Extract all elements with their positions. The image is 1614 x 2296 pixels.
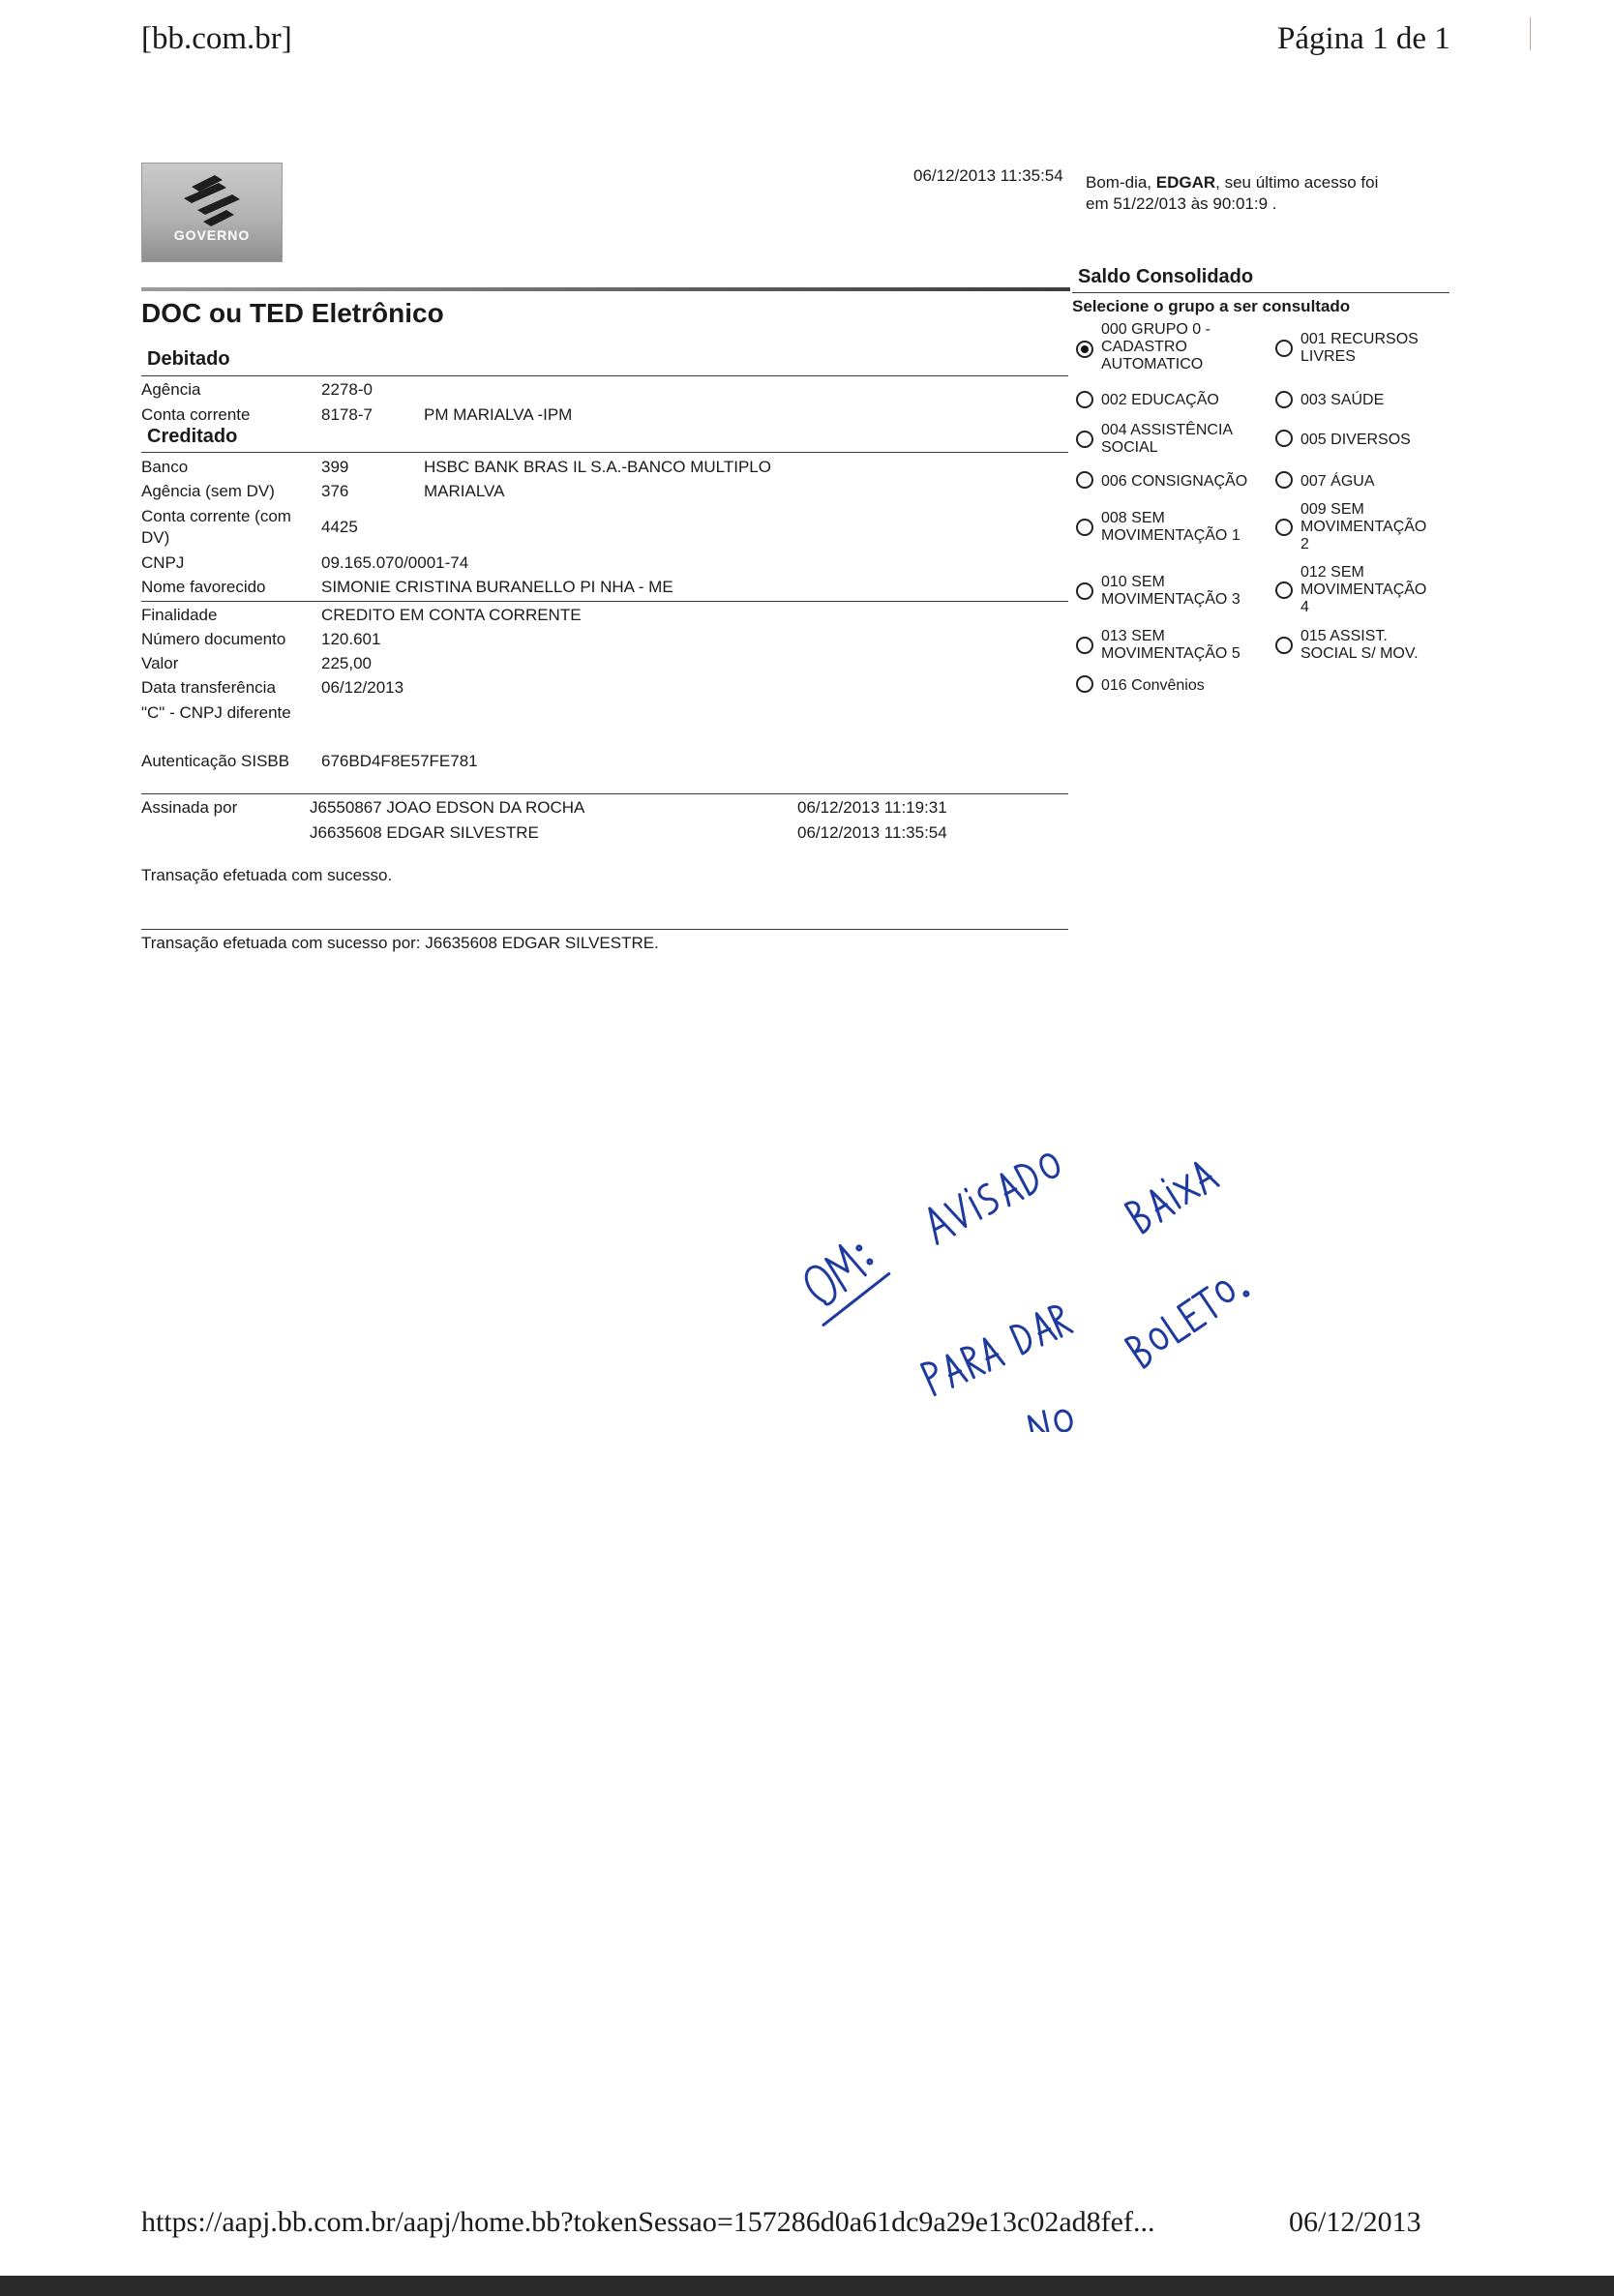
option-label: AUTOMATICO (1101, 356, 1204, 373)
option-label: 001 RECURSOS (1300, 331, 1419, 347)
radio-icon[interactable] (1275, 430, 1293, 447)
signer-name: J6635608 EDGAR SILVESTRE (310, 823, 539, 842)
radio-icon[interactable] (1076, 637, 1093, 654)
group-option-013[interactable] (1076, 628, 1270, 667)
radio-icon[interactable] (1076, 471, 1093, 489)
option-label: 016 Convênios (1101, 677, 1205, 694)
signed-by-label: Assinada por (141, 798, 238, 817)
table-row (0, 457, 1064, 478)
field-label: Data transferência (141, 678, 276, 697)
signature-row (0, 822, 1064, 844)
authentication-row (0, 751, 1064, 772)
radio-selected-icon[interactable] (1076, 341, 1093, 358)
option-label: 002 EDUCAÇÃO (1101, 392, 1219, 408)
divider (141, 375, 1068, 376)
saldo-title: Saldo Consolidado (1078, 266, 1254, 287)
radio-icon[interactable] (1076, 391, 1093, 408)
field-label: Agência (141, 380, 201, 399)
radio-icon[interactable] (1275, 637, 1293, 654)
field-value: 120.601 (321, 630, 381, 648)
field-value: 4425 (321, 518, 358, 536)
last-access: em 51/22/013 às 90:01:9 . (1086, 194, 1277, 213)
field-label: Agência (sem DV) (141, 482, 275, 500)
group-option-016[interactable] (1076, 675, 1270, 697)
divider (141, 601, 1068, 602)
field-extra: MARIALVA (424, 482, 505, 500)
option-label: 009 SEM (1300, 501, 1364, 518)
header-divider (141, 287, 1070, 291)
option-label: 007 ÁGUA (1300, 473, 1375, 490)
option-label: MOVIMENTAÇÃO (1300, 581, 1427, 598)
option-label: 2 (1300, 536, 1309, 552)
group-option-007[interactable] (1275, 471, 1450, 492)
option-label: SOCIAL (1101, 439, 1158, 456)
field-value: SIMONIE CRISTINA BURANELLO PI NHA - ME (321, 578, 673, 596)
field-label: Nome favorecido (141, 578, 266, 596)
field-label: Banco (141, 458, 189, 476)
option-label: 012 SEM (1300, 564, 1364, 581)
table-row (0, 605, 1064, 626)
print-header-site: [bb.com.br] (141, 21, 292, 56)
group-option-003[interactable] (1275, 390, 1450, 411)
field-value: 399 (321, 458, 349, 476)
radio-icon[interactable] (1275, 519, 1293, 536)
table-row (0, 577, 1064, 598)
greeting-user-name: EDGAR (1155, 173, 1216, 192)
group-option-015[interactable] (1275, 628, 1450, 667)
option-label: 015 ASSIST. (1300, 628, 1388, 644)
signature-row (0, 797, 1064, 819)
radio-icon[interactable] (1076, 431, 1093, 448)
option-label: MOVIMENTAÇÃO 3 (1101, 591, 1240, 608)
radio-icon[interactable] (1076, 582, 1093, 600)
group-option-009[interactable] (1275, 501, 1450, 557)
saldo-divider (1072, 292, 1450, 293)
group-option-004[interactable] (1076, 422, 1270, 461)
group-option-002[interactable] (1076, 390, 1270, 411)
table-row (0, 653, 1064, 674)
section-title-debitado: Debitado (147, 348, 230, 370)
divider (141, 793, 1068, 794)
group-option-008[interactable] (1076, 510, 1270, 549)
banco-do-brasil-logo-icon (178, 171, 246, 227)
print-header-page-number: Página 1 de 1 (1277, 21, 1450, 56)
field-value: 2278-0 (321, 380, 373, 399)
print-footer-date: 06/12/2013 (1289, 2206, 1421, 2238)
signer-name: J6550867 JOAO EDSON DA ROCHA (310, 798, 585, 817)
signature-datetime: 06/12/2013 11:35:54 (797, 823, 947, 842)
radio-icon[interactable] (1275, 471, 1293, 489)
option-label: 005 DIVERSOS (1300, 432, 1411, 448)
radio-icon[interactable] (1076, 519, 1093, 536)
field-label-continued: DV) (141, 528, 170, 547)
section-title-creditado: Creditado (147, 426, 238, 447)
option-label: CADASTRO (1101, 339, 1187, 355)
option-label: 004 ASSISTÊNCIA (1101, 422, 1234, 438)
divider (141, 929, 1068, 930)
field-label: Valor (141, 654, 179, 672)
field-value: 376 (321, 482, 349, 500)
field-label: Finalidade (141, 606, 218, 624)
option-label: 008 SEM (1101, 510, 1165, 526)
greeting-suffix: , seu último acesso foi (1215, 173, 1379, 192)
radio-icon[interactable] (1275, 581, 1293, 599)
group-option-001[interactable] (1275, 331, 1450, 370)
field-label: "C" - CNPJ diferente (141, 703, 291, 722)
authentication-label: Autenticação SISBB (141, 752, 290, 770)
table-row (0, 677, 1064, 699)
radio-icon[interactable] (1275, 391, 1293, 408)
option-label: 013 SEM (1101, 628, 1165, 644)
option-label: LIVRES (1300, 348, 1356, 365)
field-label: Número documento (141, 630, 286, 648)
authentication-code: 676BD4F8E57FE781 (321, 752, 478, 770)
scan-mark (1530, 17, 1531, 50)
option-label: MOVIMENTAÇÃO 5 (1101, 645, 1240, 662)
logo-caption: GOVERNO (173, 227, 251, 243)
table-row (0, 404, 1064, 426)
scan-edge (0, 2276, 1614, 2296)
option-label: 006 CONSIGNAÇÃO (1101, 473, 1248, 490)
print-footer-url: https://aapj.bb.com.br/aapj/home.bb?tokenSessao=157286d0a61dc9a29e13c02ad8fef... (141, 2206, 1155, 2238)
group-option-010[interactable] (1076, 574, 1270, 612)
field-value: 09.165.070/0001-74 (321, 553, 469, 572)
group-option-006[interactable] (1076, 471, 1270, 492)
option-label: 4 (1300, 599, 1309, 615)
final-message: Transação efetuada com sucesso por: J6635608 EDGAR SILVESTRE. (141, 934, 659, 952)
signature-datetime: 06/12/2013 11:19:31 (797, 798, 947, 817)
bank-logo (141, 163, 283, 262)
saldo-subtitle: Selecione o grupo a ser consultado (1072, 297, 1351, 315)
option-label: MOVIMENTAÇÃO (1300, 519, 1427, 535)
option-label: 010 SEM (1101, 574, 1165, 590)
group-option-012[interactable] (1275, 564, 1450, 620)
field-extra: PM MARIALVA -IPM (424, 405, 573, 424)
session-datetime: 06/12/2013 11:35:54 (913, 166, 1063, 185)
group-option-000[interactable] (1076, 321, 1270, 377)
field-value: CREDITO EM CONTA CORRENTE (321, 606, 582, 624)
table-row (0, 702, 1064, 724)
option-label: 000 GRUPO 0 - (1101, 321, 1210, 338)
field-value: 225,00 (321, 654, 372, 672)
table-row (0, 629, 1064, 650)
table-row (0, 379, 1064, 401)
status-message: Transação efetuada com sucesso. (141, 866, 393, 884)
table-row (0, 481, 1064, 502)
radio-icon[interactable] (1076, 675, 1093, 693)
radio-icon[interactable] (1275, 340, 1293, 357)
field-value: 06/12/2013 (321, 678, 404, 697)
page-title: DOC ou TED Eletrônico (141, 298, 444, 328)
option-label: MOVIMENTAÇÃO 1 (1101, 527, 1240, 544)
field-label: Conta corrente (com (141, 507, 291, 525)
group-option-005[interactable] (1275, 430, 1450, 451)
table-row (0, 506, 1064, 549)
table-row (0, 552, 1064, 574)
handwritten-note (774, 1084, 1316, 1432)
option-label: SOCIAL S/ MOV. (1300, 645, 1419, 662)
greeting (1086, 172, 1434, 215)
greeting-prefix: Bom-dia, (1086, 173, 1156, 192)
field-label: Conta corrente (141, 405, 251, 424)
field-extra: HSBC BANK BRAS IL S.A.-BANCO MULTIPLO (424, 458, 771, 476)
field-value: 8178-7 (321, 405, 373, 424)
divider (141, 452, 1068, 453)
option-label: 003 SAÚDE (1300, 392, 1385, 408)
field-label: CNPJ (141, 553, 185, 572)
